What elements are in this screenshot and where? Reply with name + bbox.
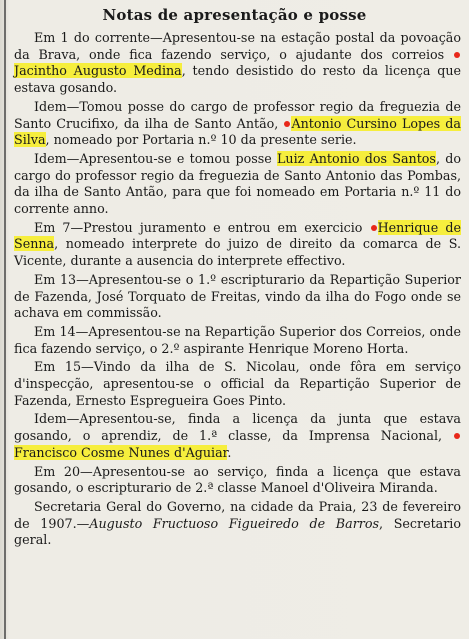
notice-paragraph-7: Em 15—Vindo da ilha de S. Nicolau, onde fôra em serviço d'inspecção, apresentou-se o official da Repartição Superior de Fazenda, Ernesto Espregueira Goes Pinto.: [14, 359, 461, 408]
red-dot-marker: [454, 52, 460, 58]
notice-text: Idem—Tomou posse do cargo de professor regio da freguezia de Santo Crucifixo, da ilha de Santo Antão,: [14, 98, 461, 131]
notice-paragraph-3: [14, 151, 461, 218]
highlighted-name: Francisco Cosme Nunes d'Aguiar: [14, 444, 228, 460]
section-title: Notas de apresentação e posse: [102, 6, 367, 24]
red-dot-marker: [371, 225, 377, 231]
notice-text: Em 7—Prestou juramento e entrou em exercicio: [34, 219, 370, 235]
notice-text: , nomeado por Portaria n.º 10 da presente serie.: [45, 132, 357, 148]
notice-paragraph-1: [14, 30, 461, 97]
highlighted-name: Antonio Cursino Lopes da Silva: [14, 115, 461, 148]
notice-text: , tendo desistido do resto da licença que estava gosando.: [14, 63, 461, 96]
notice-text: .: [227, 444, 232, 460]
closing-text: Secretaria Geral do Governo, na cidade da Praia, 23 de fevereiro de 1907.—: [14, 498, 461, 531]
notice-paragraph-9: Em 20—Apresentou-se ao serviço, finda a licença que estava gosando, o escripturario de 2.ª classe Manoel d'Oliveira Miranda.: [14, 463, 461, 496]
highlighted-name: Luiz Antonio dos Santos: [276, 150, 436, 166]
notice-paragraph-2: [14, 99, 461, 149]
notice-text: Em 1 do corrente—Apresentou-se na estação postal da povoação da Brava, onde fica fazendo serviço, o ajudante dos correios: [14, 30, 461, 62]
red-dot-marker: [284, 121, 290, 127]
signatory-role: , Secretario geral.: [14, 515, 461, 548]
highlighted-name: Jacintho Augusto Medina: [14, 63, 182, 79]
notice-text: Idem—Apresentou-se, finda a licença da junta que estava gosando, o aprendiz, de 1.ª classe, da Imprensa Nacional,: [14, 411, 461, 444]
notice-text: , do cargo do professor regio da freguezia de Santo Antonio das Pombas, da ilha de Santo Antão, para que foi nomeado em Portaria n.º 11 do corrente anno.: [14, 150, 461, 217]
notice-text: , nomeado interprete do juizo de direito da comarca de S. Vicente, durante a ausencia do interprete effectivo.: [14, 236, 461, 269]
notice-paragraph-6: Em 14—Apresentou-se na Repartição Superior dos Correios, onde fica fazendo serviço, o 2.º aspirante Henrique Moreno Horta.: [14, 323, 461, 356]
notice-text: Idem—Apresentou-se e tomou posse: [34, 150, 277, 166]
notice-paragraph-5: Em 13—Apresentou-se o 1.º escripturario da Repartição Superior de Fazenda, José Torquato de Freitas, vindo da ilha do Fogo onde se achava em commissão.: [14, 271, 461, 321]
red-dot-marker: [454, 433, 460, 439]
notices-body: [14, 30, 461, 549]
notice-paragraph-4: [14, 220, 461, 270]
signatory-name: Augusto Fructuoso Figueiredo de Barros: [89, 515, 379, 531]
highlighted-name: Henrique de Senna: [14, 219, 461, 252]
notice-paragraph-8: [14, 411, 461, 461]
closing-signature: [14, 499, 461, 549]
